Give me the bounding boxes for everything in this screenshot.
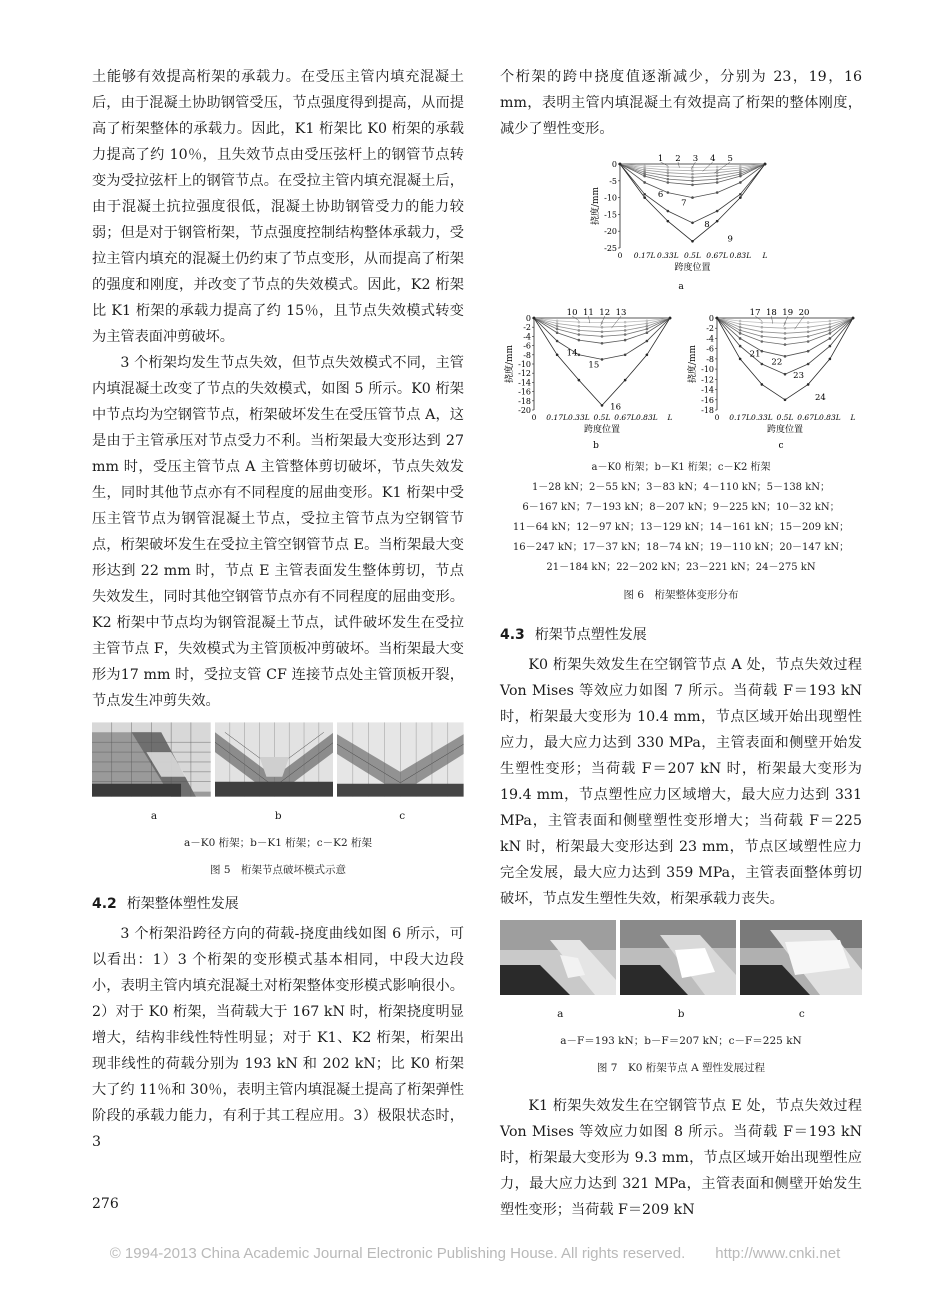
figure-5-images [92, 722, 464, 797]
data-point [739, 181, 742, 184]
figure-7-sublabels [500, 1001, 862, 1027]
data-point [716, 191, 719, 194]
sublabel-a: a [557, 1008, 564, 1020]
series-label-16: 16 [610, 402, 622, 413]
data-point [624, 379, 627, 382]
x-tick-label: 0.5L [776, 413, 794, 422]
data-point [691, 240, 694, 243]
y-tick-label: -15 [604, 210, 617, 220]
series-line-15 [534, 318, 670, 359]
data-point [807, 326, 810, 329]
y-tick-label: -5 [609, 176, 617, 186]
data-point [619, 163, 622, 166]
series-label-15: 15 [588, 360, 600, 371]
data-point [807, 335, 810, 338]
data-point [691, 184, 694, 187]
series-label-19: 19 [782, 308, 794, 318]
data-point [643, 175, 646, 178]
series-label-6: 6 [657, 189, 664, 200]
data-point [761, 363, 764, 366]
data-point [624, 354, 627, 357]
data-point [646, 325, 649, 328]
data-point [667, 191, 670, 194]
data-point [578, 325, 581, 328]
x-tick-label: 0.83L [636, 413, 658, 422]
data-point [807, 321, 810, 324]
sublabel-b: b [274, 810, 282, 822]
data-point [667, 166, 670, 169]
data-point [691, 173, 694, 176]
y-tick-label: -12 [518, 369, 531, 379]
data-point [739, 358, 742, 361]
figure-7 [500, 920, 862, 1081]
series-label-18: 18 [765, 308, 777, 318]
data-point [646, 331, 649, 334]
stress-image-a [500, 920, 616, 995]
sublabel-c: c [798, 1008, 805, 1020]
data-point [764, 163, 767, 166]
x-tick-label: 0 [531, 413, 537, 422]
x-axis-label: 跨度位置 [674, 263, 711, 273]
data-point [691, 169, 694, 172]
figure-6 [500, 148, 862, 608]
data-point [643, 196, 646, 199]
y-axis-label: 挠度/mm [591, 186, 601, 226]
series-line-24 [717, 318, 853, 400]
section-title: 桁架整体塑性发展 [126, 896, 239, 912]
x-tick-label: 0.67L [797, 413, 819, 422]
x-tick-label: 0.5L [684, 251, 701, 260]
y-tick-label: -10 [701, 365, 714, 375]
paragraph: K0 桁架失效发生在空钢管节点 A 处，节点失效过程 Von Mises 等效应力如图 7 所示。当荷载 F＝193 kN 时，桁架最大变形为 10.4 mm，节点区域开始出现塑性应力，最大应力达到 330 MPa，主管表面和侧壁开始发生塑性变形；当荷载 F＝207 kN 时，桁架最大变形为 19.4 mm，节点塑性应力区域增大，最大应力达到 331 MPa，主管表面和侧壁塑性变形增大；当荷载 F＝225 kN 时，桁架最大变形达到 23 mm，节点区域塑性应力完全发展，最大应力达到 359 MPa，主管表面整体剪切破坏，节点发生塑性失效，桁架承载力丧失。 [500, 657, 862, 907]
y-tick-label: -2 [706, 324, 714, 334]
data-point [624, 329, 627, 332]
data-point [829, 358, 832, 361]
fem-image-a [92, 722, 211, 797]
series-label-17: 17 [749, 308, 761, 318]
data-point [784, 398, 787, 401]
figure-6-legend [500, 458, 862, 578]
stress-image-b [620, 920, 736, 995]
data-point [716, 178, 719, 181]
copyright-footer: © 1994-2013 China Academic Journal Electronic Publishing House. All rights reserved. http://www.cnki.net [109, 1245, 841, 1262]
legend-line: 11－64 kN；12－97 kN；13－129 kN；14－161 kN；15－209 kN； [512, 522, 850, 533]
data-point [739, 329, 742, 332]
y-tick-label: -6 [706, 344, 714, 354]
series-label-9: 9 [727, 234, 733, 245]
data-point [646, 328, 649, 331]
x-tick-label: 0.33L [568, 413, 590, 422]
data-point [739, 345, 742, 348]
data-point [829, 329, 832, 332]
data-point [533, 317, 536, 320]
data-point [807, 350, 810, 353]
series-label-20: 20 [798, 308, 810, 318]
data-point [761, 383, 764, 386]
data-point [556, 354, 559, 357]
data-point [691, 196, 694, 199]
section-title: 桁架节点塑性发展 [534, 627, 647, 643]
section-number: 4.3 [500, 627, 525, 643]
y-tick-label: -16 [701, 395, 714, 405]
chart-b [500, 302, 681, 450]
data-point [761, 321, 764, 324]
x-tick-label: 0 [714, 413, 720, 422]
series-label-22: 22 [771, 357, 783, 368]
data-point [667, 220, 670, 223]
data-point [761, 340, 764, 343]
x-tick-label: 0.17L [546, 413, 568, 422]
y-axis-label: 挠度/mm [688, 344, 698, 384]
data-point [601, 358, 604, 361]
left-column [92, 64, 464, 1155]
data-point [852, 317, 855, 320]
y-tick-label: -10 [604, 193, 617, 203]
data-point [716, 166, 719, 169]
data-point [784, 327, 787, 330]
section-number: 4.2 [92, 896, 117, 912]
data-point [578, 329, 581, 332]
data-point [667, 178, 670, 181]
figure-5-legend: a－K0 桁架；b－K1 桁架；c－K2 桁架 [184, 837, 372, 849]
data-point [646, 319, 649, 322]
data-point [556, 322, 559, 325]
x-axis-label: 跨度位置 [766, 425, 804, 435]
data-point [578, 379, 581, 382]
data-point [669, 317, 672, 320]
data-point [761, 331, 764, 334]
series-label-10: 10 [566, 308, 578, 318]
data-point [739, 193, 742, 196]
data-point [716, 181, 719, 184]
legend-line: a－K0 桁架；b－K1 桁架；c－K2 桁架 [591, 462, 771, 473]
sublabel-b: b [677, 1008, 685, 1020]
data-point [739, 326, 742, 329]
legend-line: 16－247 kN；17－37 kN；18－74 kN；19－110 kN；20－147 kN； [512, 542, 850, 553]
figure-5 [92, 722, 464, 883]
data-point [784, 355, 787, 358]
y-tick-label: -4 [523, 332, 531, 342]
x-tick-label: 0.17L [633, 251, 656, 260]
series-line-19 [717, 318, 853, 333]
data-point [601, 335, 604, 338]
data-point [624, 339, 627, 342]
y-tick-label: -18 [518, 396, 531, 406]
data-point [646, 354, 649, 357]
data-point [578, 339, 581, 342]
section-heading-4-2 [92, 891, 464, 917]
data-point [829, 326, 832, 329]
data-point [807, 340, 810, 343]
data-point [691, 176, 694, 179]
data-point [807, 331, 810, 334]
sublabel-a: a [150, 810, 158, 822]
x-tick-label: 0.33L [657, 251, 679, 260]
x-axis-label: 跨度位置 [583, 425, 621, 435]
data-point [807, 383, 810, 386]
paragraph: 个桁架的跨中挠度值逐渐减少，分别为 23，19，16 mm，表明主管内填混凝土有效提高了桁架的整体刚度，减少了塑性变形。 [500, 69, 862, 137]
y-tick-label: -18 [701, 406, 714, 415]
y-tick-label: 0 [611, 160, 617, 169]
data-point [667, 169, 670, 172]
data-point [556, 340, 559, 343]
data-point [667, 181, 670, 184]
y-tick-label: -20 [518, 406, 531, 415]
data-point [739, 332, 742, 335]
data-point [578, 333, 581, 336]
data-point [624, 321, 627, 324]
data-point [829, 337, 832, 340]
data-point [601, 342, 604, 345]
chart-c [681, 302, 862, 450]
data-point [667, 171, 670, 174]
data-point [643, 193, 646, 196]
series-label-12: 12 [599, 308, 611, 318]
data-point [784, 337, 787, 340]
y-tick-label: 0 [708, 314, 714, 323]
series-label-14: 14 [566, 348, 578, 359]
series-line-9 [620, 164, 765, 241]
page-number: 276 [92, 1196, 119, 1212]
data-point [556, 319, 559, 322]
series-label-1: 1 [657, 154, 664, 164]
data-point [716, 317, 719, 320]
x-tick-label: 0.83L [819, 413, 841, 422]
paragraph: 土能够有效提高桁架的承载力。在受压主管内填充混凝土后，由于混凝土协助钢管受压，节点强度得到提高，从而提高了桁架整体的承载力。因此，K1 桁架比 K0 桁架的承载力提高了约 10％，且失效节点由受压弦杆上的钢管节点转变为受拉弦杆上的钢管节点。在受拉主管内填充混凝土后，由于混凝土抗拉强度很低，混凝土协助钢管受力的能力较弱；但是对于钢管桁架，节点强度控制结构整体承载力，受拉主管内填充的混凝土仍约束了节点变形，从而提高了桁架的强度和刚度，并改变了节点的失效模式。因此，K2 桁架比 K1 桁架的承载力提高了约 15％，且节点失效模式转变为主管表面冲剪破坏。 [92, 69, 464, 345]
y-tick-label: -8 [523, 350, 531, 360]
y-tick-label: -25 [604, 244, 617, 253]
chart-sublabel: c [778, 441, 784, 450]
series-label-24: 24 [814, 392, 826, 403]
section-heading-4-3 [500, 622, 862, 648]
x-tick-label: 0.67L [614, 413, 636, 422]
data-point [601, 404, 604, 407]
data-point [691, 222, 694, 225]
x-tick-label: 0.33L [751, 413, 773, 422]
data-point [829, 345, 832, 348]
chart-a [500, 148, 862, 293]
x-tick-label: 0 [617, 251, 623, 260]
y-tick-label: -20 [604, 227, 617, 237]
data-point [761, 335, 764, 338]
x-tick-label: L [850, 413, 856, 422]
y-tick-label: -6 [523, 341, 531, 351]
data-point [667, 174, 670, 177]
fem-image-b [215, 722, 334, 797]
figure-5-title: 图 5 桁架节点破坏模式示意 [209, 864, 347, 876]
paragraph: 3 个桁架均发生节点失效，但节点失效模式不同，主管内填混凝土改变了节点的失效模式，如图 5 所示。K0 桁架中节点均为空钢管节点，桁架破坏发生在受压管节点 A，这是由于主管承压对节点受力不利。当桁架最大变形达到 27 mm 时，受压主管节点 A 主管整体剪切破坏，节点失效发生，同时其他节点亦有不同程度的屈曲变形。K1 桁架中受压主管节点为钢管混凝土节点，受拉主管节点为空钢管节点，桁架破坏发生在受拉主管空钢管节点 E。当桁架最大变形达到 22 mm 时，节点 E 主管表面发生整体剪切，节点失效发生，同时其他空钢管节点亦有不同程度的屈曲变形。K2 桁架中节点均为钢管混凝土节点，试件破坏发生在受拉主管节点 F，失效模式为主管顶板冲剪破坏。当桁架最大变形为17 mm 时，受拉支管 CF 连接节点处主管顶板开裂，节点发生冲剪失效。 [92, 355, 464, 709]
paragraph: 3 个桁架沿跨径方向的荷载-挠度曲线如图 6 所示，可以看出：1）3 个桁架的变形模式基本相同，中段大边段小，表明主管内填充混凝土对桁架整体变形模式影响很小。2）对于 K0 桁架，当荷载大于 167 kN 时，桁架挠度明显增大，结构非线性特性明显；对于 K1、K2 桁架，桁架出现非线性的荷载分别为 193 kN 和 202 kN；比 K0 桁架大了约 11％和 30％，表明主管内填混凝土提高了桁架弹性阶段的承载力能力，有利于其工程应用。3）极限状态时，3 [92, 926, 464, 1150]
legend-line: 1－28 kN；2－55 kN；3－83 kN；4－110 kN；5－138 kN； [531, 482, 831, 493]
x-tick-label: L [667, 413, 673, 422]
data-point [739, 323, 742, 326]
figure-6-title: 图 6 桁架整体变形分布 [623, 589, 739, 601]
data-point [624, 333, 627, 336]
figure-7-title: 图 7 K0 桁架节点 A 塑性发展过程 [596, 1062, 766, 1074]
data-point [784, 332, 787, 335]
series-label-2: 2 [675, 154, 681, 164]
y-tick-label: 0 [525, 314, 531, 323]
series-label-4: 4 [710, 154, 716, 164]
data-point [739, 196, 742, 199]
y-tick-label: -12 [701, 375, 714, 385]
data-point [691, 180, 694, 183]
chart-sublabel: a [678, 282, 684, 292]
series-label-7: 7 [681, 198, 687, 209]
y-tick-label: -14 [518, 378, 531, 388]
data-point [739, 320, 742, 323]
chart-sublabel: b [593, 441, 599, 450]
y-tick-label: -16 [518, 387, 531, 397]
y-tick-label: -10 [518, 360, 531, 369]
data-point [556, 331, 559, 334]
data-point [716, 210, 719, 213]
data-point [829, 323, 832, 326]
x-tick-label: 0.83L [729, 251, 752, 260]
figure-7-legend: a－F＝193 kN；b－F＝207 kN；c－F＝225 kN [560, 1035, 802, 1047]
series-label-21: 21 [749, 349, 761, 360]
data-point [739, 175, 742, 178]
right-column [500, 64, 862, 1223]
data-point [739, 337, 742, 340]
series-label-5: 5 [727, 154, 733, 164]
data-point [578, 354, 581, 357]
data-point [556, 325, 559, 328]
data-point [556, 328, 559, 331]
y-axis-label: 挠度/mm [505, 344, 515, 384]
series-label-13: 13 [615, 308, 627, 318]
figure-7-images [500, 920, 862, 995]
stress-image-c [740, 920, 862, 995]
data-point [646, 322, 649, 325]
x-tick-label: 0.67L [706, 251, 728, 260]
y-tick-label: -2 [523, 323, 531, 333]
data-point [784, 343, 787, 346]
data-point [829, 332, 832, 335]
data-point [667, 210, 670, 213]
series-label-3: 3 [692, 154, 699, 164]
legend-line: 6－167 kN；7－193 kN；8－207 kN；9－225 kN；10－32 kN； [522, 502, 840, 513]
data-point [784, 373, 787, 376]
data-point [807, 363, 810, 366]
data-point [716, 174, 719, 177]
series-label-23: 23 [793, 371, 805, 382]
figure-5-sublabels [92, 803, 464, 829]
data-point [578, 321, 581, 324]
data-point [716, 220, 719, 223]
data-point [646, 340, 649, 343]
y-tick-label: -14 [701, 385, 714, 395]
y-tick-label: -4 [706, 334, 714, 344]
x-tick-label: 0.17L [729, 413, 751, 422]
y-tick-label: -8 [706, 354, 714, 364]
x-tick-label: L [762, 251, 768, 260]
legend-line: 21－184 kN；22－202 kN；23－221 kN；24－275 kN [546, 562, 816, 573]
data-point [624, 325, 627, 328]
data-point [643, 181, 646, 184]
figure-6-bottom-row [500, 302, 862, 450]
data-point [761, 326, 764, 329]
paragraph: K1 桁架失效发生在空钢管节点 E 处，节点失效过程 Von Mises 等效应力如图 8 所示。当荷载 F＝193 kN 时，桁架最大变形为 9.3 mm，节点区域开始出现塑性应力，最大应力达到 321 MPa，主管表面和侧壁开始发生塑性变形；当荷载 F＝209 kN [500, 1098, 862, 1218]
data-point [829, 320, 832, 323]
series-label-11: 11 [582, 308, 594, 318]
series-label-8: 8 [704, 219, 710, 230]
data-point [601, 331, 604, 334]
data-point [761, 350, 764, 353]
sublabel-c: c [399, 810, 406, 822]
data-point [601, 326, 604, 329]
fem-image-c [337, 722, 464, 797]
x-tick-label: 0.5L [593, 413, 611, 422]
